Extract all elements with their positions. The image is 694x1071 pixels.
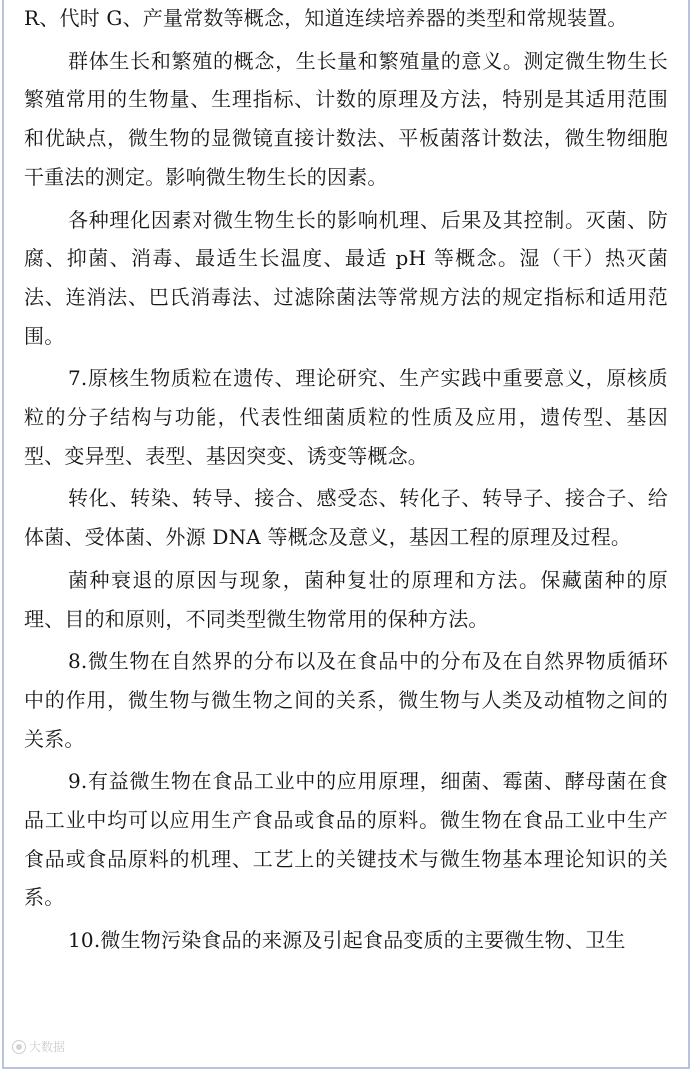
- watermark: [12, 1038, 65, 1055]
- paragraph-9: 10.微生物污染食品的来源及引起食品变质的主要微生物、卫生: [68, 928, 626, 953]
- watermark-text: 大数据: [29, 1040, 66, 1054]
- paragraph-1: R、代时 G、产量常数等概念，知道连续培养器的类型和常规装置。: [24, 6, 628, 30]
- paragraph-3: 各种理化因素对微生物生长的影响机理、后果及其控制。灭菌、防腐、抑菌、消毒、最适生长温度、最适 pH 等概念。湿（干）热灭菌法、连消法、巴氏消毒法、过滤除菌法等常规方法的规定指标和适用范围。: [24, 207, 668, 348]
- paragraph-8: 9.有益微生物在食品工业中的应用原理，细菌、霉菌、酵母菌在食品工业中均可以应用生产食品或食品的原料。微生物在食品工业中生产食品或食品原料的机理、工艺上的关键技术与微生物基本理论知识的关系。: [24, 769, 668, 910]
- document-body: [24, 0, 668, 964]
- watermark-logo-icon: [12, 1040, 26, 1054]
- paragraph-7: 8.微生物在自然界的分布以及在食品中的分布及在自然界物质循环中的作用，微生物与微生物之间的关系，微生物与人类及动植物之间的关系。: [24, 649, 668, 751]
- paragraph-2: 群体生长和繁殖的概念，生长量和繁殖量的意义。测定微生物生长繁殖常用的生物量、生理指标、计数的原理及方法，特别是其适用范围和优缺点，微生物的显微镜直接计数法、平板菌落计数法，微生物细胞干重法的测定。影响微生物生长的因素。: [24, 48, 668, 189]
- paragraph-4: 7.原核生物质粒在遗传、理论研究、生产实践中重要意义，原核质粒的分子结构与功能，代表性细菌质粒的性质及应用，遗传型、基因型、变异型、表型、基因突变、诱变等概念。: [24, 366, 668, 468]
- paragraph-6: 菌种衰退的原因与现象，菌种复壮的原理和方法。保藏菌种的原理、目的和原则，不同类型微生物常用的保种方法。: [24, 567, 668, 631]
- paragraph-5: 转化、转染、转导、接合、感受态、转化子、转导子、接合子、给体菌、受体菌、外源 DNA 等概念及意义，基因工程的原理及过程。: [24, 486, 668, 550]
- document-page: [2, 0, 690, 1069]
